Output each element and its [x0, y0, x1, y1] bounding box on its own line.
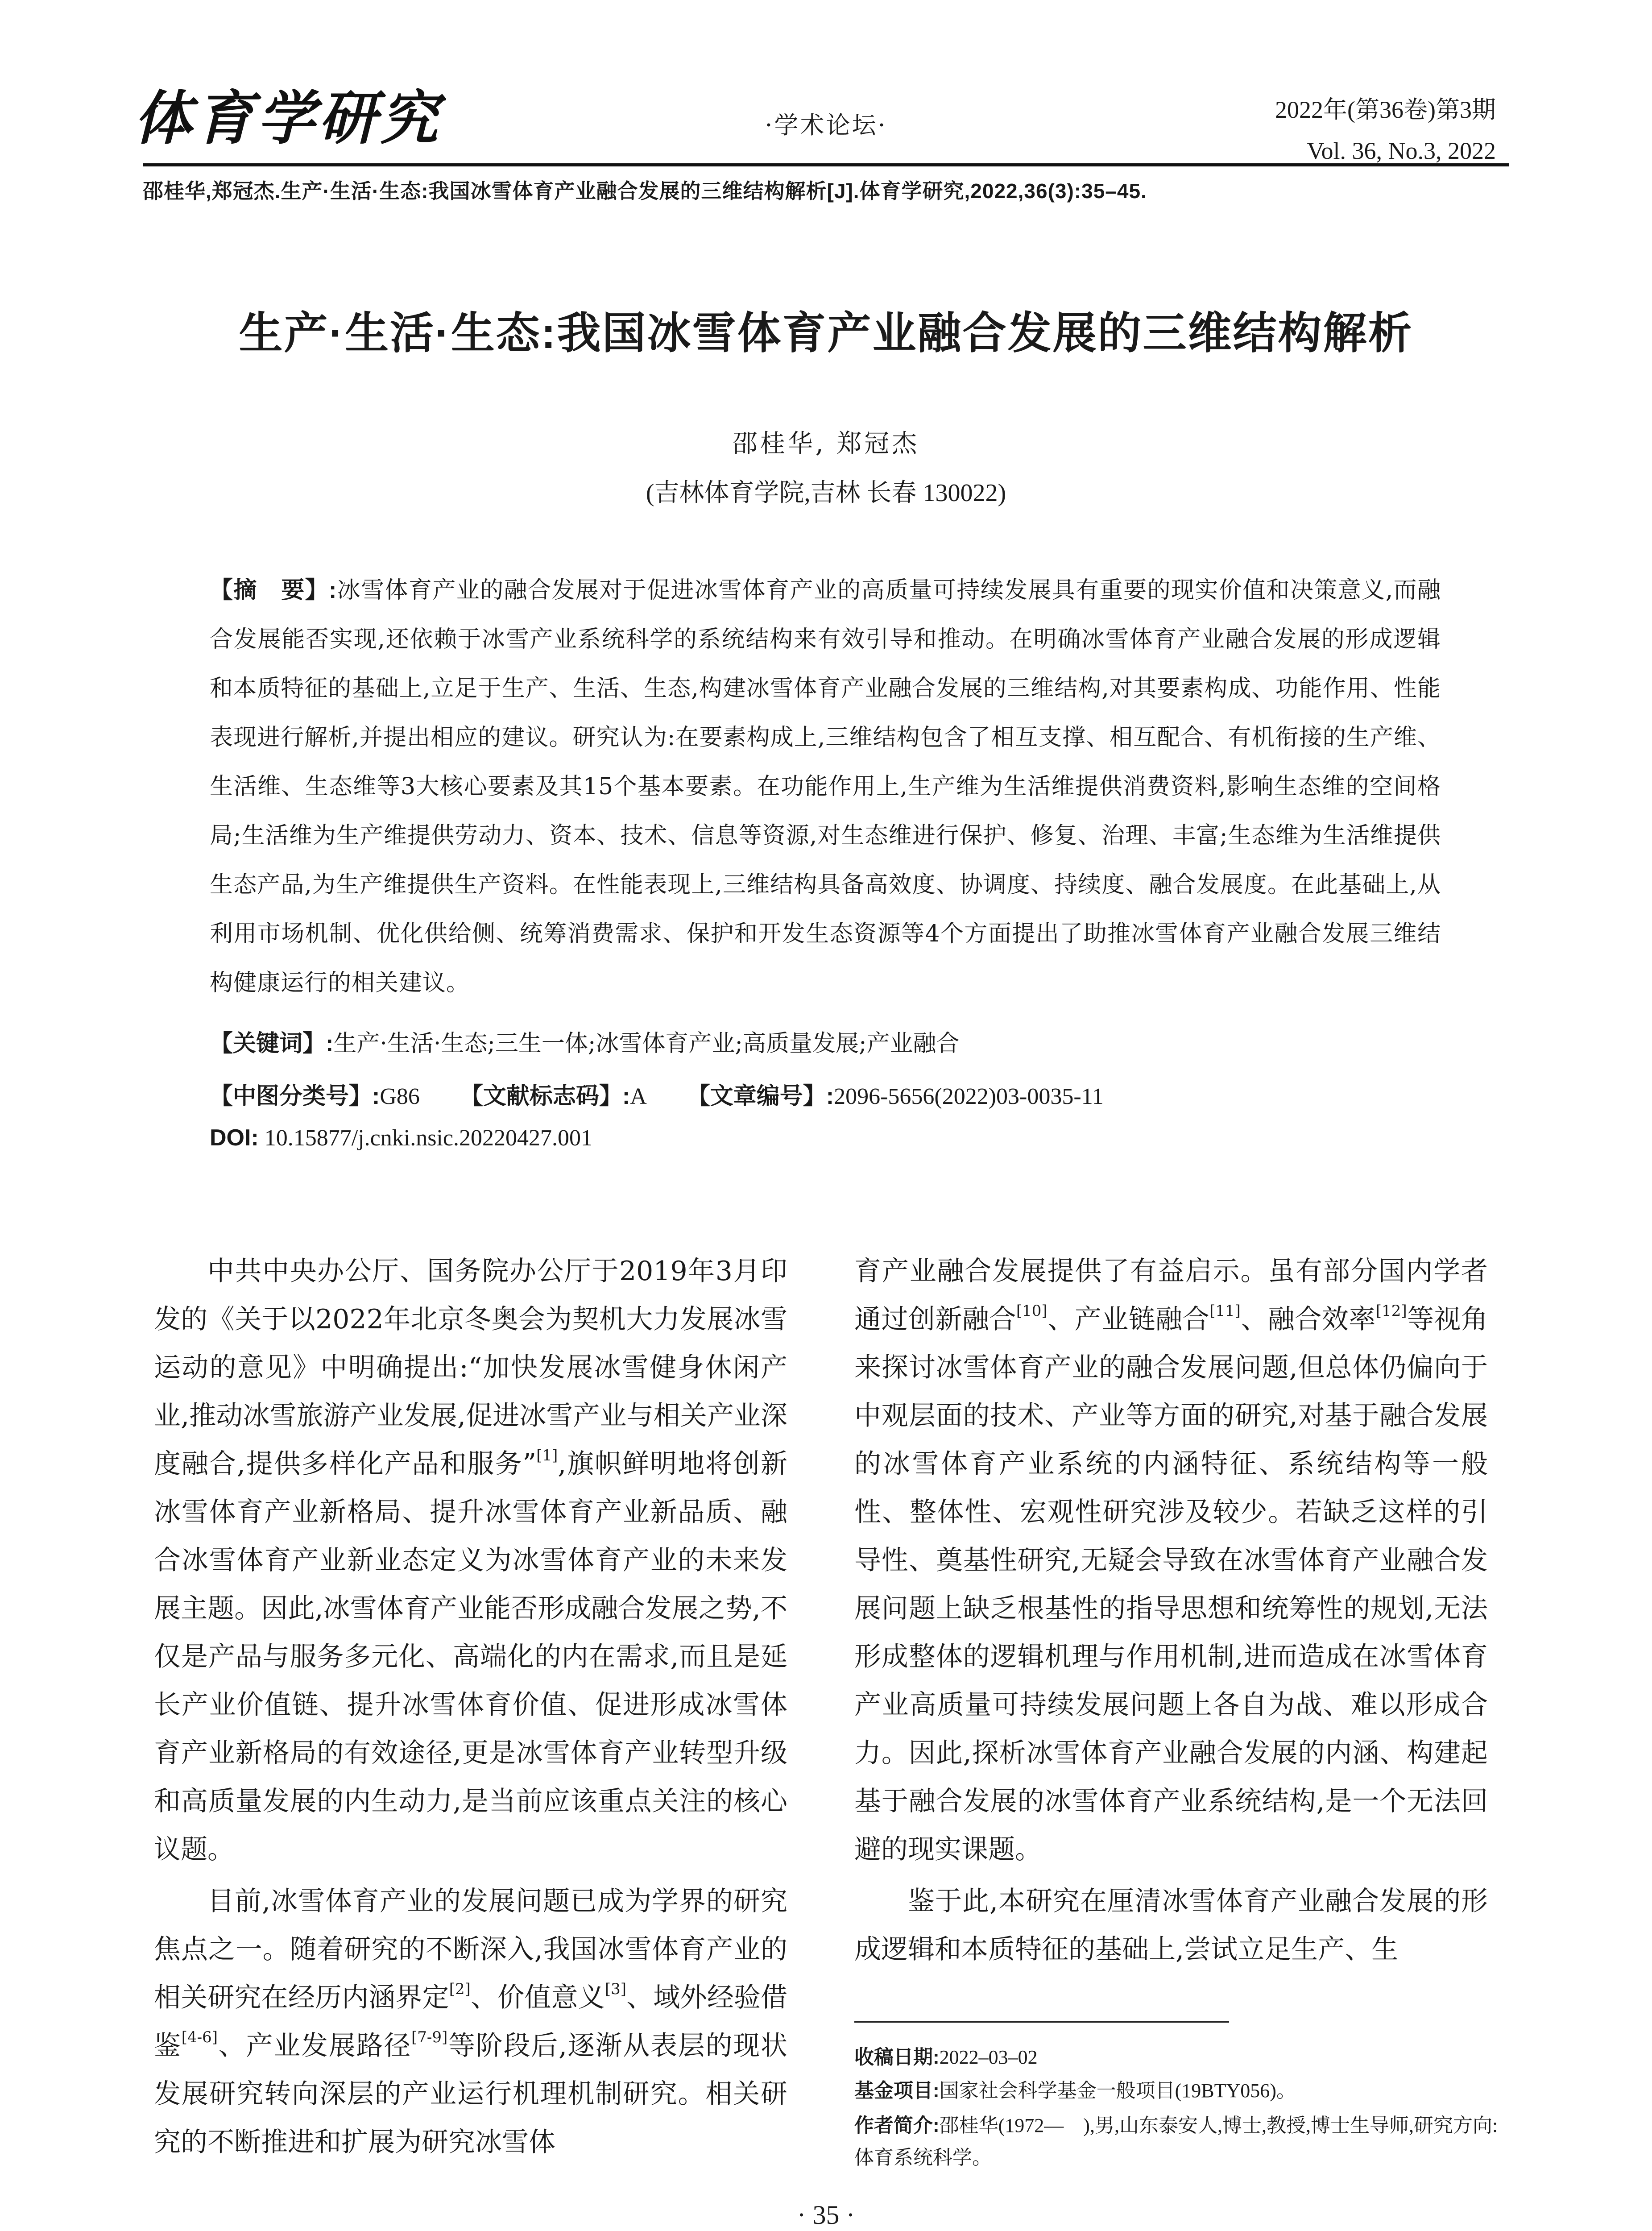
body-column-right — [854, 1247, 1488, 1977]
doi-line — [210, 1124, 592, 1151]
article-affiliation: (吉林体育学院,吉林 长春 130022) — [646, 479, 1006, 507]
article-number-value: 2096-5656(2022)03-0035-11 — [834, 1084, 1104, 1109]
body-column-left — [154, 1247, 787, 2170]
paragraph: 鉴于此,本研究在厘清冰雪体育产业融合发展的形成逻辑和本质特征的基础上,尝试立足生产、生 — [854, 1886, 1488, 1965]
classification-line — [210, 1077, 1104, 1111]
issue-cn: 2022年(第36卷)第3期 — [1275, 96, 1496, 123]
section-title: ·学术论坛· — [765, 111, 887, 139]
citation-ref: [11] — [1209, 1302, 1241, 1320]
article-title: 生产·生活·生态:我国冰雪体育产业融合发展的三维结构解析 — [239, 308, 1413, 357]
keywords — [210, 1024, 959, 1058]
doi-label: DOI: — [210, 1125, 259, 1151]
article-number-label: 【文章编号】: — [687, 1083, 834, 1109]
page-number: · 35 · — [797, 2200, 855, 2230]
article-authors: 邵桂华, 郑冠杰 — [732, 429, 920, 458]
footnote-received: 收稿日期:2022–03–02 — [854, 2046, 1038, 2068]
keywords-text: 生产·生活·生态;三生一体;冰雪体育产业;高质量发展;产业融合 — [333, 1030, 960, 1057]
clc-label: 【中图分类号】: — [210, 1083, 380, 1109]
header-rule — [143, 163, 1509, 166]
abstract-text: 冰雪体育产业的融合发展对于促进冰雪体育产业的高质量可持续发展具有重要的现实价值和决策意义,而融合发展能否实现,还依赖于冰雪产业系统科学的系统结构来有效引导和推动。在明确冰雪体育产业融合发展的形成逻辑和本质特征的基础上,立足于生产、生活、生态,构建冰雪体育产业融合发展的三维结构,对其要素构成、功能作用、性能表现进行解析,并提出相应的建议。研究认为:在要素构成上,三维结构包含了相互支撑、相互配合、有机衔接的生产维、生活维、生态维等3大核心要素及其15个基本要素。在功能作用上,生产维为生活维提供消费资料,影响生态维的空间格局;生活维为生产维提供劳动力、资本、技术、信息等资源,对生态维进行保护、修复、治理、丰富;生态维为生活维提供生态产品,为生产维提供生产资料。在性能表现上,三维结构具备高效度、协调度、持续度、融合发展度。在此基础上,从利用市场机制、优化供给侧、统筹消费需求、保护和开发生态资源等4个方面提出了助推冰雪体育产业融合发展三维结构健康运行的相关建议。 — [210, 577, 1441, 996]
clc-value: G86 — [380, 1084, 420, 1109]
citation-line: 邵桂华,郑冠杰.生产·生活·生态:我国冰雪体育产业融合发展的三维结构解析[J].体育学研究,2022,36(3):35–45. — [143, 179, 1147, 203]
journal-logo-text: 体育学研究 — [134, 84, 442, 152]
doi-value: 10.15877/j.cnki.nsic.20220427.001 — [264, 1125, 592, 1151]
footnote-author: 作者简介:邵桂华(1972— ),男,山东泰安人,博士,教授,博士生导师,研究方向:体育系统科学。 — [854, 2115, 1498, 2169]
citation-ref: [3] — [604, 1980, 627, 1998]
issue-en: Vol. 36, No.3, 2022 — [1307, 137, 1496, 164]
paragraph: 目前,冰雪体育产业的发展问题已成为学界的研究焦点之一。随着研究的不断深入,我国冰雪体育产业的相关研究在经历内涵界定[2]、价值意义[3]、域外经验借鉴[4-6]、产业发展路径[7-9]等阶段后,逐渐从表层的现状发展研究转向深层的产业运行机理机制研究。相关研究的不断推进和扩展为研究冰雪体 — [154, 1886, 788, 2158]
doc-code-label: 【文献标志码】: — [460, 1083, 630, 1109]
abstract — [210, 566, 1441, 1008]
citation-ref: [4-6] — [181, 2028, 218, 2046]
paragraph: 育产业融合发展提供了有益启示。虽有部分国内学者通过创新融合[10]、产业链融合[11]、融合效率[12]等视角来探讨冰雪体育产业的融合发展问题,但总体仍偏向于中观层面的技术、产业等方面的研究,对基于融合发展的冰雪体育产业系统的内涵特征、系统结构等一般性、整体性、宏观性研究涉及较少。若缺乏这样的引导性、奠基性研究,无疑会导致在冰雪体育产业融合发展问题上缺乏根基性的指导思想和统筹性的规划,无法形成整体的逻辑机理与作用机制,进而造成在冰雪体育产业高质量可持续发展问题上各自为战、难以形成合力。因此,探析冰雪体育产业融合发展的内涵、构建起基于融合发展的冰雪体育产业系统结构,是一个无法回避的现实课题。 — [854, 1256, 1488, 1865]
abstract-label: 【摘 要】: — [210, 577, 337, 603]
issue-info — [1275, 89, 1496, 171]
paragraph: 中共中央办公厅、国务院办公厅于2019年3月印发的《关于以2022年北京冬奥会为契机大力发展冰雪运动的意见》中明确提出:“加快发展冰雪健身休闲产业,推动冰雪旅游产业发展,促进冰雪产业与相关产业深度融合,提供多样化产品和服务”[1],旗帜鲜明地将创新冰雪体育产业新格局、提升冰雪体育产业新品质、融合冰雪体育产业新业态定义为冰雪体育产业的未来发展主题。因此,冰雪体育产业能否形成融合发展之势,不仅是产品与服务多元化、高端化的内在需求,而且是延长产业价值链、提升冰雪体育价值、促进形成冰雪体育产业新格局的有效途径,更是冰雪体育产业转型升级和高质量发展的内生动力,是当前应该重点关注的核心议题。 — [154, 1256, 787, 1865]
footnote-rule — [854, 2021, 1229, 2023]
citation-ref: [1] — [536, 1447, 558, 1464]
keywords-label: 【关键词】: — [210, 1031, 334, 1057]
citation-ref: [2] — [449, 1980, 471, 1998]
citation-ref: [7-9] — [411, 2028, 448, 2046]
citation-ref: [10] — [1016, 1302, 1048, 1320]
doc-code-value: A — [630, 1084, 647, 1109]
citation-ref: [12] — [1375, 1302, 1407, 1320]
footnote-fund: 基金项目:国家社会科学基金一般项目(19BTY056)。 — [854, 2080, 1296, 2102]
